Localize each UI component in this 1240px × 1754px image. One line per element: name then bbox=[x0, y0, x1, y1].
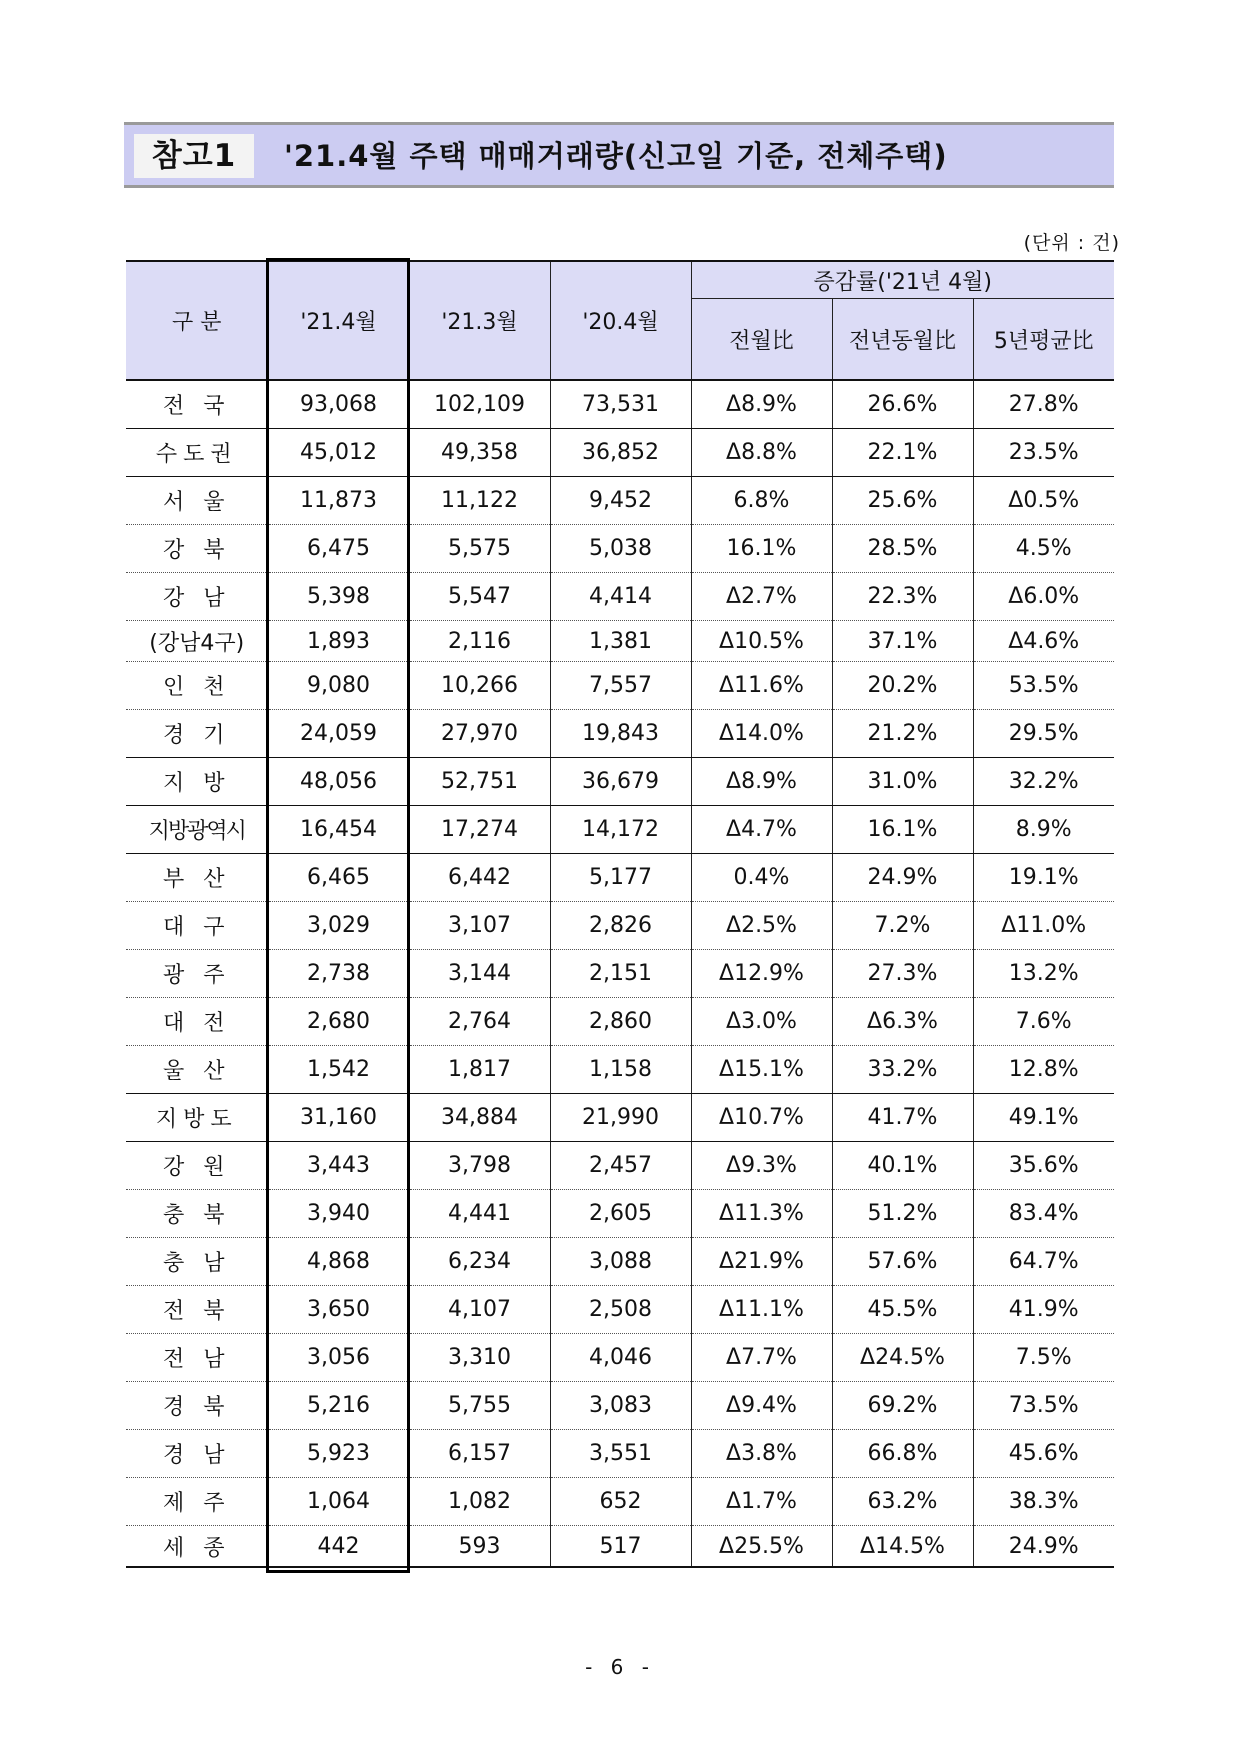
cell-value: 26.6% bbox=[832, 380, 973, 429]
header-2020-apr: '20.4월 bbox=[550, 261, 691, 380]
row-label: 전 국 bbox=[126, 380, 268, 429]
cell-value: 45.6% bbox=[973, 1430, 1114, 1478]
cell-value: 24.9% bbox=[832, 854, 973, 902]
cell-value: Δ10.7% bbox=[691, 1094, 832, 1142]
cell-value: 38.3% bbox=[973, 1478, 1114, 1526]
cell-value: 2,826 bbox=[550, 902, 691, 950]
row-label: 강 원 bbox=[126, 1142, 268, 1190]
cell-value: 4,046 bbox=[550, 1334, 691, 1382]
cell-value: Δ11.1% bbox=[691, 1286, 832, 1334]
cell-value: 13.2% bbox=[973, 950, 1114, 998]
cell-value: 22.1% bbox=[832, 429, 973, 477]
row-label: 인 천 bbox=[126, 662, 268, 710]
table-row bbox=[126, 1046, 1114, 1094]
cell-value: Δ10.5% bbox=[691, 621, 832, 662]
cell-value: 64.7% bbox=[973, 1238, 1114, 1286]
cell-value: 1,082 bbox=[409, 1478, 550, 1526]
cell-value: 2,860 bbox=[550, 998, 691, 1046]
cell-value: 5,923 bbox=[268, 1430, 409, 1478]
cell-value: Δ8.9% bbox=[691, 380, 832, 429]
cell-value: 27,970 bbox=[409, 710, 550, 758]
cell-value: 2,605 bbox=[550, 1190, 691, 1238]
cell-value: Δ2.5% bbox=[691, 902, 832, 950]
cell-value: 19.1% bbox=[973, 854, 1114, 902]
cell-value: 24,059 bbox=[268, 710, 409, 758]
row-label: 충 남 bbox=[126, 1238, 268, 1286]
table-row bbox=[126, 1478, 1114, 1526]
cell-value: 73,531 bbox=[550, 380, 691, 429]
cell-value: Δ11.0% bbox=[973, 902, 1114, 950]
cell-value: 3,443 bbox=[268, 1142, 409, 1190]
cell-value: 593 bbox=[409, 1526, 550, 1568]
cell-value: 7.5% bbox=[973, 1334, 1114, 1382]
cell-value: 52,751 bbox=[409, 758, 550, 806]
row-label: 수도권 bbox=[126, 429, 268, 477]
cell-value: 16,454 bbox=[268, 806, 409, 854]
cell-value: 63.2% bbox=[832, 1478, 973, 1526]
cell-value: 5,216 bbox=[268, 1382, 409, 1430]
cell-value: 28.5% bbox=[832, 525, 973, 573]
cell-value: 27.3% bbox=[832, 950, 973, 998]
cell-value: 2,680 bbox=[268, 998, 409, 1046]
page-number: - 6 - bbox=[585, 1655, 655, 1679]
cell-value: Δ3.8% bbox=[691, 1430, 832, 1478]
row-label: 강 남 bbox=[126, 573, 268, 621]
cell-value: 1,158 bbox=[550, 1046, 691, 1094]
page-title: '21.4월 주택 매매거래량(신고일 기준, 전체주택) bbox=[284, 139, 948, 173]
cell-value: 12.8% bbox=[973, 1046, 1114, 1094]
cell-value: 11,122 bbox=[409, 477, 550, 525]
row-label: 대 구 bbox=[126, 902, 268, 950]
header-category: 구 분 bbox=[126, 261, 268, 380]
cell-value: 93,068 bbox=[268, 380, 409, 429]
cell-value: 1,542 bbox=[268, 1046, 409, 1094]
cell-value: 5,398 bbox=[268, 573, 409, 621]
cell-value: 102,109 bbox=[409, 380, 550, 429]
cell-value: 1,893 bbox=[268, 621, 409, 662]
cell-value: 8.9% bbox=[973, 806, 1114, 854]
cell-value: 33.2% bbox=[832, 1046, 973, 1094]
cell-value: Δ24.5% bbox=[832, 1334, 973, 1382]
cell-value: Δ4.7% bbox=[691, 806, 832, 854]
table-row bbox=[126, 573, 1114, 621]
cell-value: 41.7% bbox=[832, 1094, 973, 1142]
cell-value: 3,940 bbox=[268, 1190, 409, 1238]
cell-value: 652 bbox=[550, 1478, 691, 1526]
cell-value: 3,083 bbox=[550, 1382, 691, 1430]
cell-value: 3,107 bbox=[409, 902, 550, 950]
cell-value: 49,358 bbox=[409, 429, 550, 477]
cell-value: Δ14.5% bbox=[832, 1526, 973, 1568]
row-label: 지 방 bbox=[126, 758, 268, 806]
cell-value: 21,990 bbox=[550, 1094, 691, 1142]
row-label: 부 산 bbox=[126, 854, 268, 902]
header-vs-same-month-last-year: 전년동월比 bbox=[832, 299, 973, 381]
cell-value: Δ6.3% bbox=[832, 998, 973, 1046]
cell-value: 7,557 bbox=[550, 662, 691, 710]
cell-value: Δ8.8% bbox=[691, 429, 832, 477]
row-label: 전 북 bbox=[126, 1286, 268, 1334]
cell-value: Δ3.0% bbox=[691, 998, 832, 1046]
cell-value: Δ1.7% bbox=[691, 1478, 832, 1526]
table-row bbox=[126, 380, 1114, 429]
cell-value: 31.0% bbox=[832, 758, 973, 806]
cell-value: Δ15.1% bbox=[691, 1046, 832, 1094]
row-label: 광 주 bbox=[126, 950, 268, 998]
cell-value: 3,029 bbox=[268, 902, 409, 950]
cell-value: 10,266 bbox=[409, 662, 550, 710]
header-2021-apr: '21.4월 bbox=[268, 261, 409, 380]
cell-value: 21.2% bbox=[832, 710, 973, 758]
cell-value: 27.8% bbox=[973, 380, 1114, 429]
cell-value: 3,551 bbox=[550, 1430, 691, 1478]
cell-value: Δ4.6% bbox=[973, 621, 1114, 662]
cell-value: Δ9.4% bbox=[691, 1382, 832, 1430]
row-label: 세 종 bbox=[126, 1526, 268, 1568]
cell-value: Δ0.5% bbox=[973, 477, 1114, 525]
cell-value: 66.8% bbox=[832, 1430, 973, 1478]
cell-value: 6,465 bbox=[268, 854, 409, 902]
row-label: 전 남 bbox=[126, 1334, 268, 1382]
row-label: 울 산 bbox=[126, 1046, 268, 1094]
cell-value: 0.4% bbox=[691, 854, 832, 902]
header-change-rate: 증감률('21년 4월) bbox=[691, 261, 1114, 299]
cell-value: Δ25.5% bbox=[691, 1526, 832, 1568]
cell-value: 51.2% bbox=[832, 1190, 973, 1238]
cell-value: 31,160 bbox=[268, 1094, 409, 1142]
table-row bbox=[126, 525, 1114, 573]
cell-value: Δ7.7% bbox=[691, 1334, 832, 1382]
table-row bbox=[126, 429, 1114, 477]
cell-value: 9,080 bbox=[268, 662, 409, 710]
cell-value: 2,151 bbox=[550, 950, 691, 998]
cell-value: 6,157 bbox=[409, 1430, 550, 1478]
cell-value: 2,764 bbox=[409, 998, 550, 1046]
cell-value: 45.5% bbox=[832, 1286, 973, 1334]
row-label: 지방광역시 bbox=[126, 806, 268, 854]
cell-value: Δ11.3% bbox=[691, 1190, 832, 1238]
cell-value: 5,575 bbox=[409, 525, 550, 573]
cell-value: Δ8.9% bbox=[691, 758, 832, 806]
cell-value: 5,755 bbox=[409, 1382, 550, 1430]
row-label: 강 북 bbox=[126, 525, 268, 573]
table-row bbox=[126, 1190, 1114, 1238]
cell-value: 5,177 bbox=[550, 854, 691, 902]
cell-value: 11,873 bbox=[268, 477, 409, 525]
row-label: (강남4구) bbox=[126, 621, 268, 662]
table-row bbox=[126, 1526, 1114, 1568]
table-row bbox=[126, 758, 1114, 806]
cell-value: 22.3% bbox=[832, 573, 973, 621]
cell-value: 20.2% bbox=[832, 662, 973, 710]
cell-value: 4,868 bbox=[268, 1238, 409, 1286]
cell-value: 19,843 bbox=[550, 710, 691, 758]
table-row bbox=[126, 1094, 1114, 1142]
table-header bbox=[126, 261, 1114, 380]
cell-value: 6,442 bbox=[409, 854, 550, 902]
cell-value: 25.6% bbox=[832, 477, 973, 525]
cell-value: 517 bbox=[550, 1526, 691, 1568]
table-row bbox=[126, 998, 1114, 1046]
cell-value: 57.6% bbox=[832, 1238, 973, 1286]
cell-value: 9,452 bbox=[550, 477, 691, 525]
reference-tag: 참고1 bbox=[134, 134, 254, 178]
cell-value: 1,381 bbox=[550, 621, 691, 662]
cell-value: 40.1% bbox=[832, 1142, 973, 1190]
table-body bbox=[126, 380, 1114, 1567]
row-label: 서 울 bbox=[126, 477, 268, 525]
cell-value: 37.1% bbox=[832, 621, 973, 662]
cell-value: Δ12.9% bbox=[691, 950, 832, 998]
cell-value: 73.5% bbox=[973, 1382, 1114, 1430]
cell-value: 35.6% bbox=[973, 1142, 1114, 1190]
cell-value: 45,012 bbox=[268, 429, 409, 477]
unit-note: (단위 : 건) bbox=[1023, 232, 1120, 254]
table-row bbox=[126, 1286, 1114, 1334]
title-bar bbox=[124, 122, 1114, 188]
table-row bbox=[126, 806, 1114, 854]
cell-value: 36,679 bbox=[550, 758, 691, 806]
cell-value: Δ6.0% bbox=[973, 573, 1114, 621]
cell-value: 24.9% bbox=[973, 1526, 1114, 1568]
cell-value: 41.9% bbox=[973, 1286, 1114, 1334]
cell-value: 83.4% bbox=[973, 1190, 1114, 1238]
cell-value: 53.5% bbox=[973, 662, 1114, 710]
cell-value: 32.2% bbox=[973, 758, 1114, 806]
table-row bbox=[126, 950, 1114, 998]
table-row bbox=[126, 477, 1114, 525]
cell-value: 4.5% bbox=[973, 525, 1114, 573]
cell-value: 17,274 bbox=[409, 806, 550, 854]
header-2021-mar: '21.3월 bbox=[409, 261, 550, 380]
transaction-table bbox=[126, 260, 1114, 1568]
cell-value: 5,547 bbox=[409, 573, 550, 621]
cell-value: 6,475 bbox=[268, 525, 409, 573]
cell-value: 6.8% bbox=[691, 477, 832, 525]
cell-value: 16.1% bbox=[691, 525, 832, 573]
cell-value: Δ21.9% bbox=[691, 1238, 832, 1286]
table-row bbox=[126, 1334, 1114, 1382]
cell-value: 16.1% bbox=[832, 806, 973, 854]
cell-value: 442 bbox=[268, 1526, 409, 1568]
cell-value: Δ9.3% bbox=[691, 1142, 832, 1190]
cell-value: 3,798 bbox=[409, 1142, 550, 1190]
cell-value: 3,310 bbox=[409, 1334, 550, 1382]
header-vs-prev-month: 전월比 bbox=[691, 299, 832, 381]
row-label: 충 북 bbox=[126, 1190, 268, 1238]
cell-value: 7.2% bbox=[832, 902, 973, 950]
row-label: 경 북 bbox=[126, 1382, 268, 1430]
table-row bbox=[126, 662, 1114, 710]
cell-value: 4,107 bbox=[409, 1286, 550, 1334]
cell-value: 2,508 bbox=[550, 1286, 691, 1334]
row-label: 경 기 bbox=[126, 710, 268, 758]
cell-value: Δ2.7% bbox=[691, 573, 832, 621]
cell-value: 49.1% bbox=[973, 1094, 1114, 1142]
cell-value: 69.2% bbox=[832, 1382, 973, 1430]
table-row bbox=[126, 1382, 1114, 1430]
cell-value: Δ11.6% bbox=[691, 662, 832, 710]
row-label: 대 전 bbox=[126, 998, 268, 1046]
table-row bbox=[126, 621, 1114, 662]
cell-value: 2,738 bbox=[268, 950, 409, 998]
table-row bbox=[126, 854, 1114, 902]
table-row bbox=[126, 710, 1114, 758]
row-label: 지방도 bbox=[126, 1094, 268, 1142]
cell-value: 34,884 bbox=[409, 1094, 550, 1142]
table-row bbox=[126, 1238, 1114, 1286]
cell-value: 48,056 bbox=[268, 758, 409, 806]
cell-value: 1,817 bbox=[409, 1046, 550, 1094]
row-label: 경 남 bbox=[126, 1430, 268, 1478]
row-label: 제 주 bbox=[126, 1478, 268, 1526]
header-vs-5yr-average: 5년평균比 bbox=[973, 299, 1114, 381]
cell-value: 3,650 bbox=[268, 1286, 409, 1334]
table-row bbox=[126, 1142, 1114, 1190]
cell-value: 3,056 bbox=[268, 1334, 409, 1382]
cell-value: 1,064 bbox=[268, 1478, 409, 1526]
cell-value: 6,234 bbox=[409, 1238, 550, 1286]
cell-value: 29.5% bbox=[973, 710, 1114, 758]
cell-value: 23.5% bbox=[973, 429, 1114, 477]
cell-value: 4,441 bbox=[409, 1190, 550, 1238]
cell-value: 7.6% bbox=[973, 998, 1114, 1046]
cell-value: 2,457 bbox=[550, 1142, 691, 1190]
cell-value: 14,172 bbox=[550, 806, 691, 854]
cell-value: 36,852 bbox=[550, 429, 691, 477]
cell-value: 4,414 bbox=[550, 573, 691, 621]
cell-value: 3,144 bbox=[409, 950, 550, 998]
cell-value: 5,038 bbox=[550, 525, 691, 573]
table-row bbox=[126, 902, 1114, 950]
cell-value: 2,116 bbox=[409, 621, 550, 662]
table-row bbox=[126, 1430, 1114, 1478]
cell-value: 3,088 bbox=[550, 1238, 691, 1286]
cell-value: Δ14.0% bbox=[691, 710, 832, 758]
